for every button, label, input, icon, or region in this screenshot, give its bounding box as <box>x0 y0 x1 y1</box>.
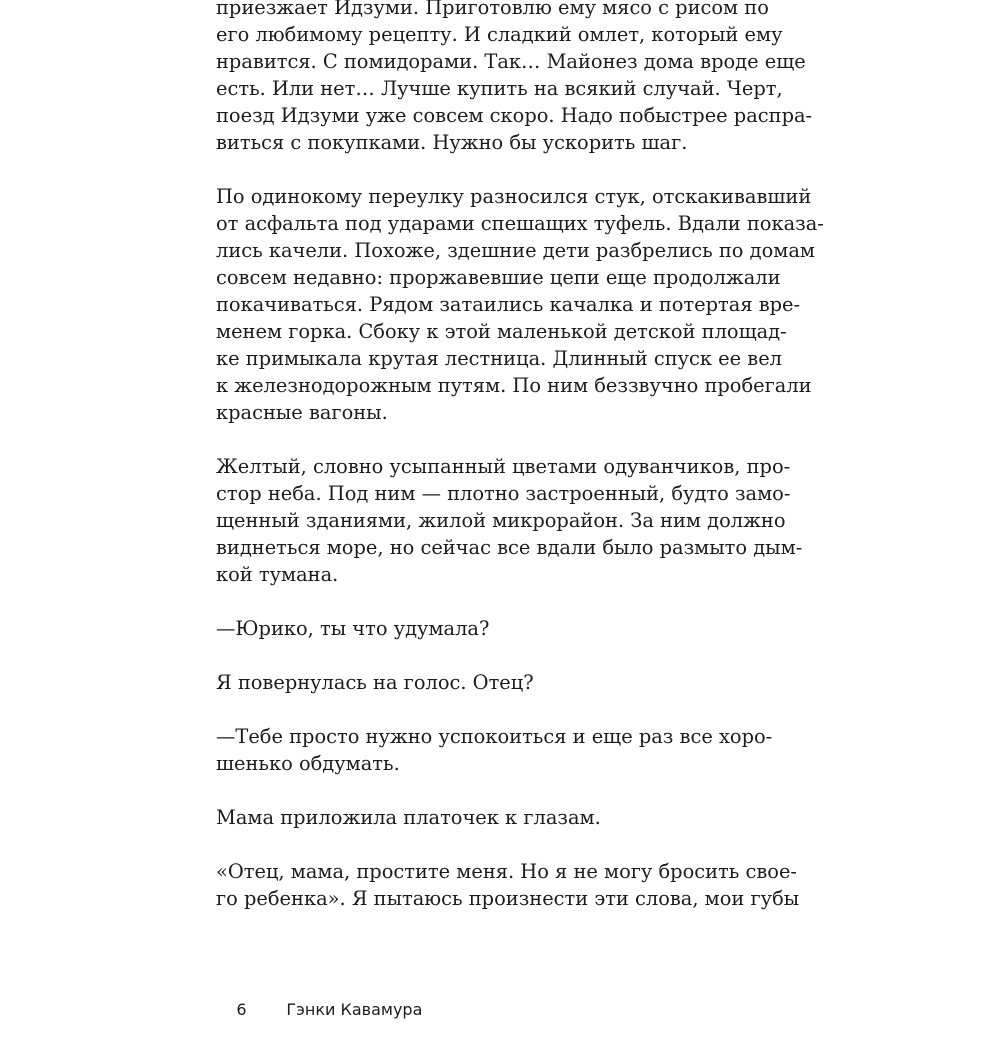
text-line: «Отец, мама, простите меня. Но я не могу бросить свое- <box>216 860 797 883</box>
paragraph <box>216 453 803 588</box>
text-line: к железнодорожным путям. По ним беззвучно пробегали <box>216 374 812 397</box>
text-line: Желтый, словно усыпанный цветами одуванчиков, про- <box>216 455 791 478</box>
paragraph <box>216 804 788 831</box>
text-line: менем горка. Сбоку к этой маленькой детской площад- <box>216 320 787 343</box>
paragraph-gap <box>216 777 788 804</box>
text-line: от асфальта под ударами спешащих туфель. Вдали показа- <box>216 212 824 235</box>
text-line: По одинокому переулку разносился стук, отскакивавший <box>216 185 812 208</box>
page-footer <box>216 977 422 1043</box>
text-line: его любимому рецепту. И сладкий омлет, который ему <box>216 23 783 46</box>
text-line: —Юрико, ты что удумала? <box>216 617 490 640</box>
text-line: кой тумана. <box>216 563 339 586</box>
text-line: го ребенка». Я пытаюсь произнести эти слова, мои губы <box>216 887 800 910</box>
paragraph <box>216 615 788 642</box>
text-line: приезжает Идзуми. Приготовлю ему мясо с рисом по <box>216 0 769 19</box>
text-line: красные вагоны. <box>216 401 388 424</box>
text-line: лись качели. Похоже, здешние дети разбрелись по домам <box>216 239 815 262</box>
paragraph-gap <box>216 156 788 183</box>
text-line: нравится. С помидорами. Так… Майонез дома вроде еще <box>216 50 806 73</box>
paragraph-gap <box>216 426 788 453</box>
paragraph <box>216 0 813 156</box>
text-line: виться с покупками. Нужно бы ускорить шаг. <box>216 131 688 154</box>
text-line: совсем недавно: проржавевшие цепи еще продолжали <box>216 266 781 289</box>
page-number: 6 <box>236 1000 247 1019</box>
paragraph-gap <box>216 831 788 858</box>
text-line: ке примыкала крутая лестница. Длинный спуск ее вел <box>216 347 783 370</box>
paragraph <box>216 183 824 426</box>
text-line: шенько обдумать. <box>216 752 400 775</box>
text-line: есть. Или нет… Лучше купить на всякий случай. Черт, <box>216 77 783 100</box>
text-line: Я повернулась на голос. Отец? <box>216 671 534 694</box>
paragraph <box>216 723 788 777</box>
paragraph <box>216 669 788 696</box>
paragraph-gap <box>216 696 788 723</box>
text-line: поезд Идзуми уже совсем скоро. Надо побыстрее распра- <box>216 104 813 127</box>
paragraph-gap <box>216 642 788 669</box>
paragraph <box>216 858 800 912</box>
text-line: виднеться море, но сейчас все вдали было размыто дым- <box>216 536 803 559</box>
body-text <box>216 0 824 912</box>
text-line: щенный зданиями, жилой микрорайон. За ним должно <box>216 509 786 532</box>
text-line: Мама приложила платочек к глазам. <box>216 806 601 829</box>
text-line: стор неба. Под ним — плотно застроенный, будто замо- <box>216 482 791 505</box>
paragraph-gap <box>216 588 788 615</box>
text-line: —Тебе просто нужно успокоиться и еще раз все хоро- <box>216 725 773 748</box>
running-head-author: Гэнки Кавамура <box>286 1000 423 1019</box>
text-line: покачиваться. Рядом затаились качалка и потертая вре- <box>216 293 801 316</box>
